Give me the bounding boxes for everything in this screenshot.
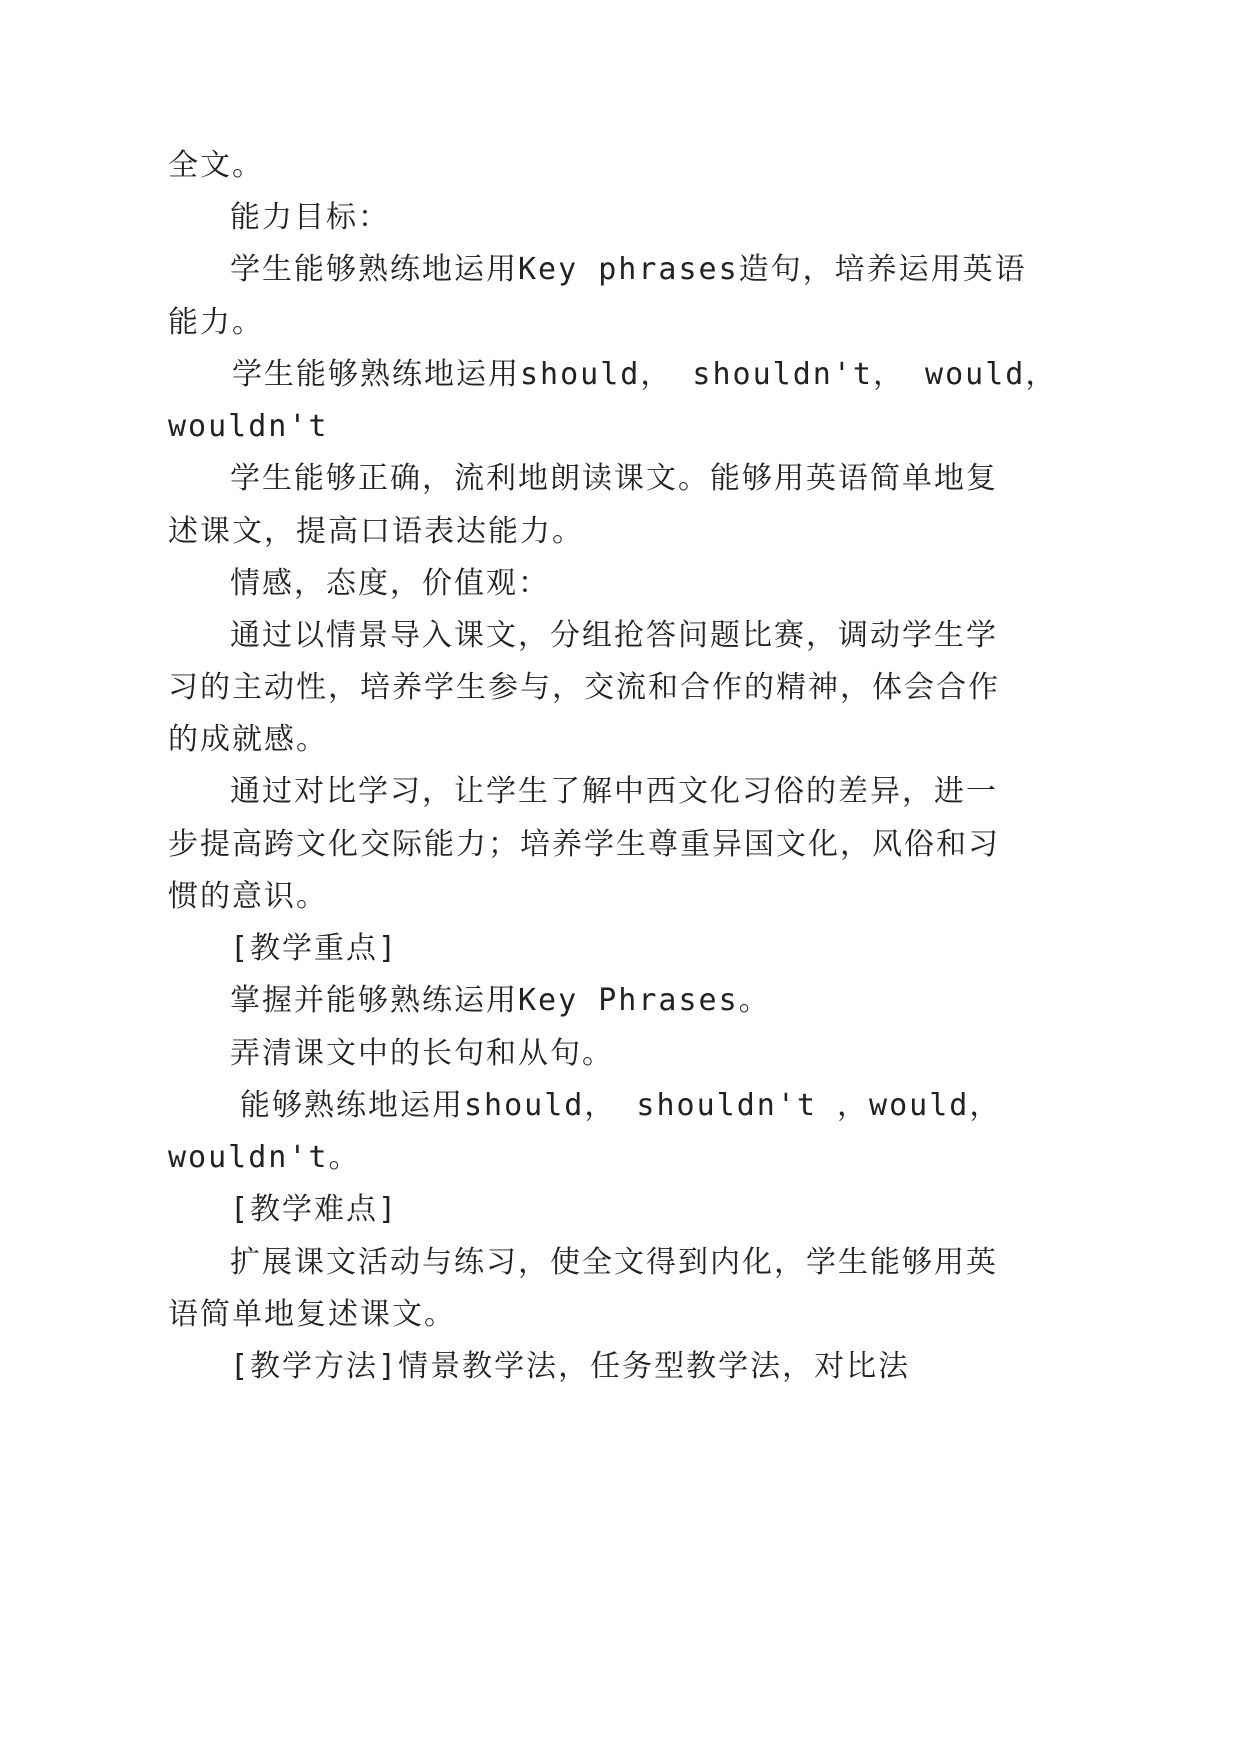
text-line: 弄清课文中的长句和从句。	[230, 1036, 614, 1071]
text-line: 全文。	[168, 148, 264, 183]
section-heading: [教学方法]情景教学法，任务型教学法，对比法	[230, 1349, 911, 1384]
section-heading: [教学难点]	[230, 1192, 399, 1227]
text-line: 学生能够熟练地运用Key phrases造句，培养运用英语	[230, 252, 1027, 287]
text-line: 惯的意识。	[168, 879, 328, 914]
text-line: 学生能够正确，流利地朗读课文。能够用英语简单地复	[230, 461, 998, 496]
text-line: 掌握并能够熟练运用Key Phrases。	[230, 983, 771, 1018]
text-line: wouldn't	[168, 409, 329, 444]
text-line: 情感，态度，价值观：	[230, 566, 550, 601]
text-line: 扩展课文活动与练习，使全文得到内化，学生能够用英	[230, 1245, 998, 1280]
text-line: 述课文，提高口语表达能力。	[168, 514, 584, 549]
text-line: 习的主动性，培养学生参与，交流和合作的精神，体会合作	[168, 670, 1000, 705]
text-line: 能够熟练地运用should， shouldn't ，would，	[240, 1088, 1002, 1123]
text-line: 通过对比学习，让学生了解中西文化习俗的差异，进一	[230, 774, 998, 809]
text-line: 步提高跨文化交际能力；培养学生尊重异国文化，风俗和习	[168, 827, 1000, 862]
text-line: 的成就感。	[168, 722, 328, 757]
section-heading: [教学重点]	[230, 931, 399, 966]
text-line: 能力目标：	[230, 200, 390, 235]
text-line: 语简单地复述课文。	[168, 1297, 456, 1332]
text-line: 能力。	[168, 305, 264, 340]
text-line: 学生能够熟练地运用should， shouldn't， would，	[232, 357, 1058, 392]
text-line: wouldn't。	[168, 1140, 361, 1175]
text-line: 通过以情景导入课文，分组抢答问题比赛，调动学生学	[230, 618, 998, 653]
